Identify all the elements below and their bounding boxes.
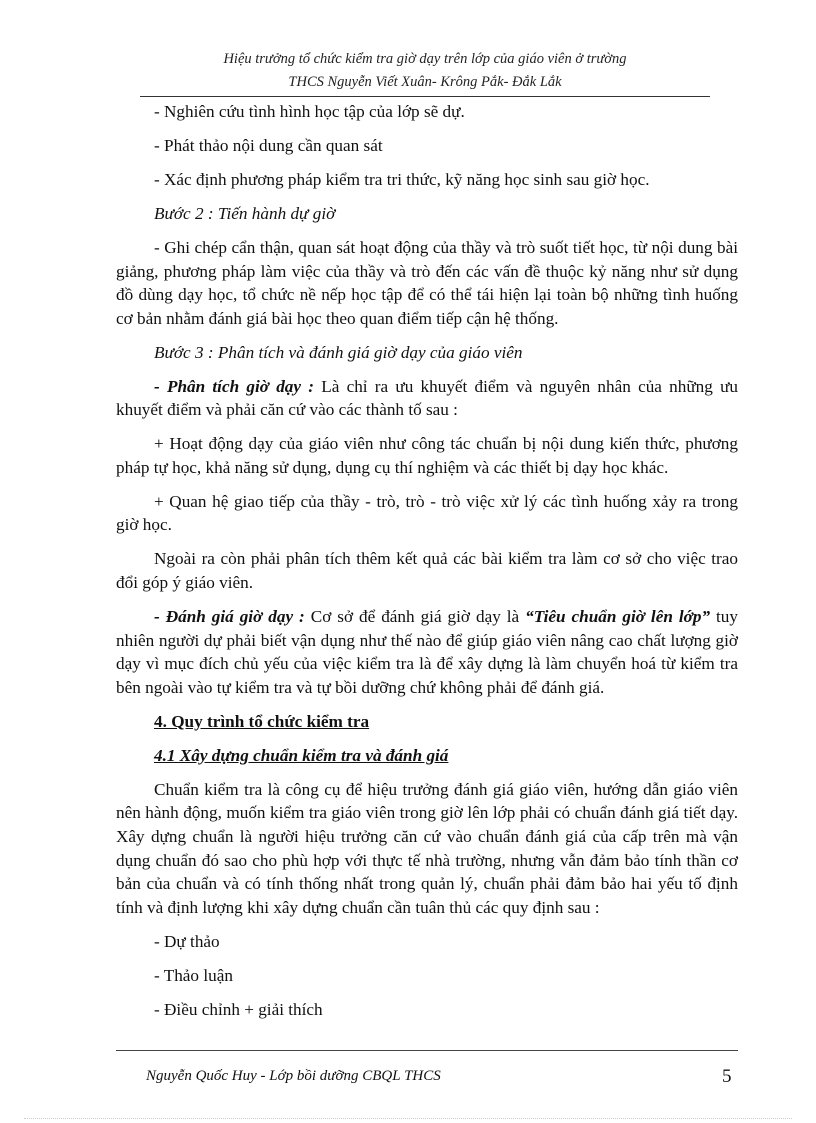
paragraph-results: Ngoài ra còn phải phân tích thêm kết quả các bài kiểm tra làm cơ sở cho việc trao đổi góp ý giáo viên. — [116, 549, 738, 593]
header-line-1: Hiệu trưởng tổ chức kiểm tra giờ dạy trên lớp của giáo viên ở trường — [223, 51, 627, 67]
step-3-heading: Bước 3 : Phân tích và đánh giá giờ dạy của giáo viên — [154, 342, 523, 362]
bullet-draft-content: - Phát thảo nội dung cần quan sát — [154, 135, 383, 155]
step-2-heading: Bước 2 : Tiến hành dự giờ — [154, 203, 336, 223]
bullet-draft: - Dự thảo — [154, 931, 220, 951]
running-header — [140, 48, 710, 97]
paragraph-standard: Chuẩn kiểm tra là công cụ để hiệu trưởng đánh giá giáo viên, hướng dẫn giáo viên nên hành động, muốn kiểm tra giáo viên trong giờ lên lớp phải có chuẩn đánh giá tiết dạy. Xây dựng chuẩn là người hiệu trưởng căn cứ vào chuẩn đánh giá của cấp trên mà vận dụng chuẩn đó sao cho phù hợp với thực tế nhà trường, nhưng vẫn đảm bảo tính thần cơ bản của chuẩn và có tính thống nhất trong quản lý, chuẩn phải đảm bảo hai yếu tố định tính và định lượng khi xây dựng chuẩn cần tuân thủ các quy định sau : — [116, 779, 738, 917]
footer-divider — [116, 1050, 738, 1051]
section-4-1-heading: 4.1 Xây dựng chuẩn kiểm tra và đánh giá — [154, 745, 449, 765]
document-body — [116, 100, 738, 1032]
evaluation-text-b: tuy nhiên người dự phải biết vận dụng như thế nào để giúp giáo viên nâng cao chất lượng giờ dạy vì mục đích chủ yếu của việc kiểm tra là để xây dựng là làm chuyển hoá từ kiểm tra bên ngoài vào tự kiểm tra và tự bồi dưỡng chứ không phải để đánh giá. — [116, 607, 738, 697]
analysis-label: - Phân tích giờ dạy : — [154, 376, 314, 396]
paragraph-teaching-activity: + Hoạt động dạy của giáo viên như công tác chuẩn bị nội dung kiến thức, phương pháp tự học, khả năng sử dụng, dụng cụ thí nghiệm và các thiết bị dạy học khác. — [116, 434, 738, 477]
header-line-2: THCS Nguyễn Viết Xuân- Krông Pắk- Đắk Lắk — [288, 74, 562, 90]
evaluation-label: - Đánh giá giờ dạy : — [154, 607, 305, 626]
evaluation-quote: “Tiêu chuẩn giờ lên lớp” — [525, 607, 711, 626]
page-bottom-border — [24, 1118, 792, 1119]
bullet-adjust: - Điều chỉnh + giải thích — [154, 999, 323, 1019]
bullet-research: - Nghiên cứu tình hình học tập của lớp sẽ dự. — [154, 102, 465, 121]
section-4-heading: 4. Quy trình tổ chức kiểm tra — [154, 711, 370, 731]
bullet-discuss: - Thảo luận — [154, 965, 233, 985]
paragraph-communication: + Quan hệ giao tiếp của thầy - trò, trò - trò việc xử lý các tình huống xảy ra trong giờ học. — [116, 491, 738, 535]
paragraph-analysis — [116, 375, 738, 422]
paragraph-evaluation — [116, 605, 738, 699]
page-number: 5 — [722, 1066, 732, 1087]
evaluation-text-a: Cơ sở để đánh giá giờ dạy là — [304, 607, 526, 626]
footer-author: Nguyễn Quốc Huy - Lớp bồi dưỡng CBQL THCS — [146, 1068, 441, 1084]
paragraph-observe: - Ghi chép cẩn thận, quan sát hoạt động của thầy và trò suốt tiết học, từ nội dung bài giảng, phương pháp làm việc của thầy và trò đến các vấn đề thuộc kỷ năng như sử dụng đồ dùng dạy học, tổ chức nề nếp học tập để có thể tái hiện lại toàn bộ những tình huống cơ bản nhằm đánh giá bài học theo quan điểm tiếp cận hệ thống. — [116, 237, 738, 328]
analysis-text: Là chỉ ra ưu khuyết điểm và nguyên nhân của những ưu khuyết điểm và phải căn cứ vào các thành tố sau : — [116, 376, 738, 420]
bullet-method: - Xác định phương pháp kiểm tra tri thức, kỹ năng học sinh sau giờ học. — [154, 169, 650, 189]
